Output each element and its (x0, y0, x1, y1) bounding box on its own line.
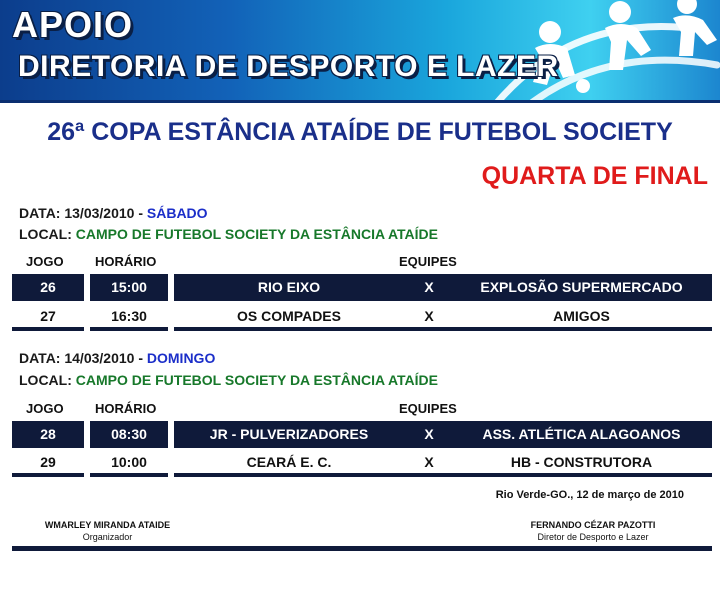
team-away: EXPLOSÃO SUPERMERCADO (480, 279, 683, 295)
team-home: JR - PULVERIZADORES (209, 426, 369, 442)
game-row-26 (12, 274, 712, 301)
signature-organizer (30, 520, 185, 542)
date-line (19, 205, 208, 221)
local-value: CAMPO DE FUTEBOL SOCIETY DA ESTÂNCIA ATAÍDE (75, 372, 438, 388)
column-header-equipes: EQUIPES (399, 254, 457, 269)
weekday: DOMINGO (146, 350, 216, 366)
column-header-equipes: EQUIPES (399, 401, 457, 416)
date-value: 13/03/2010 (64, 205, 135, 221)
place-and-date: Rio Verde-GO., 12 de março de 2010 (495, 489, 684, 501)
game-number: 28 (12, 421, 84, 448)
game-number: 26 (12, 274, 84, 301)
game-time: 10:00 (90, 450, 168, 477)
banner-title-diretoria: DIRETORIA DE DESPORTO E LAZER (18, 50, 559, 83)
game-teams (174, 304, 712, 331)
banner-bottom-rule (0, 100, 720, 103)
team-away: HB - CONSTRUTORA (510, 454, 653, 470)
banner-title-apoio: APOIO (12, 4, 134, 45)
local-line (19, 226, 438, 242)
column-header-jogo: JOGO (26, 401, 64, 416)
game-row-28 (12, 421, 712, 448)
team-away: AMIGOS (553, 308, 610, 324)
signature-name: FERNANDO CÉZAR PAZOTTI (530, 520, 656, 530)
local-label: LOCAL: (19, 226, 72, 242)
versus-mark: X (424, 279, 434, 295)
game-time: 15:00 (90, 274, 168, 301)
game-number: 29 (12, 450, 84, 477)
column-header-jogo: JOGO (26, 254, 64, 269)
game-row-29 (12, 450, 712, 477)
team-home: CEARÁ E. C. (246, 454, 332, 470)
signature-director (518, 520, 668, 542)
versus-mark: X (424, 426, 434, 442)
tournament-title: 26ª COPA ESTÂNCIA ATAÍDE DE FUTEBOL SOCIETY (47, 118, 673, 146)
date-separator: - (138, 205, 143, 221)
date-line (19, 350, 215, 366)
signature-name: WMARLEY MIRANDA ATAIDE (44, 520, 171, 530)
column-header-horario: HORÁRIO (95, 401, 157, 416)
signature-role: Organizador (82, 532, 133, 542)
game-teams (174, 274, 712, 301)
stage-title: QUARTA DE FINAL (481, 162, 708, 190)
weekday: SÁBADO (146, 205, 208, 221)
date-value: 14/03/2010 (64, 350, 135, 366)
team-home: OS COMPADES (237, 308, 341, 324)
team-away: ASS. ATLÉTICA ALAGOANOS (482, 426, 681, 442)
footer-rule (12, 546, 712, 551)
versus-mark: X (424, 454, 434, 470)
game-time: 08:30 (90, 421, 168, 448)
date-separator: - (138, 350, 143, 366)
local-line (19, 372, 438, 388)
game-row-27 (12, 304, 712, 331)
game-number: 27 (12, 304, 84, 331)
date-label: DATA: (19, 205, 61, 221)
team-home: RIO EIXO (257, 279, 321, 295)
game-teams (174, 450, 712, 477)
column-header-horario: HORÁRIO (95, 254, 157, 269)
date-label: DATA: (19, 350, 61, 366)
local-label: LOCAL: (19, 372, 72, 388)
local-value: CAMPO DE FUTEBOL SOCIETY DA ESTÂNCIA ATAÍDE (75, 226, 438, 242)
game-time: 16:30 (90, 304, 168, 331)
game-teams (174, 421, 712, 448)
signature-role: Diretor de Desporto e Lazer (537, 532, 649, 542)
header-banner (0, 0, 720, 103)
versus-mark: X (424, 308, 434, 324)
